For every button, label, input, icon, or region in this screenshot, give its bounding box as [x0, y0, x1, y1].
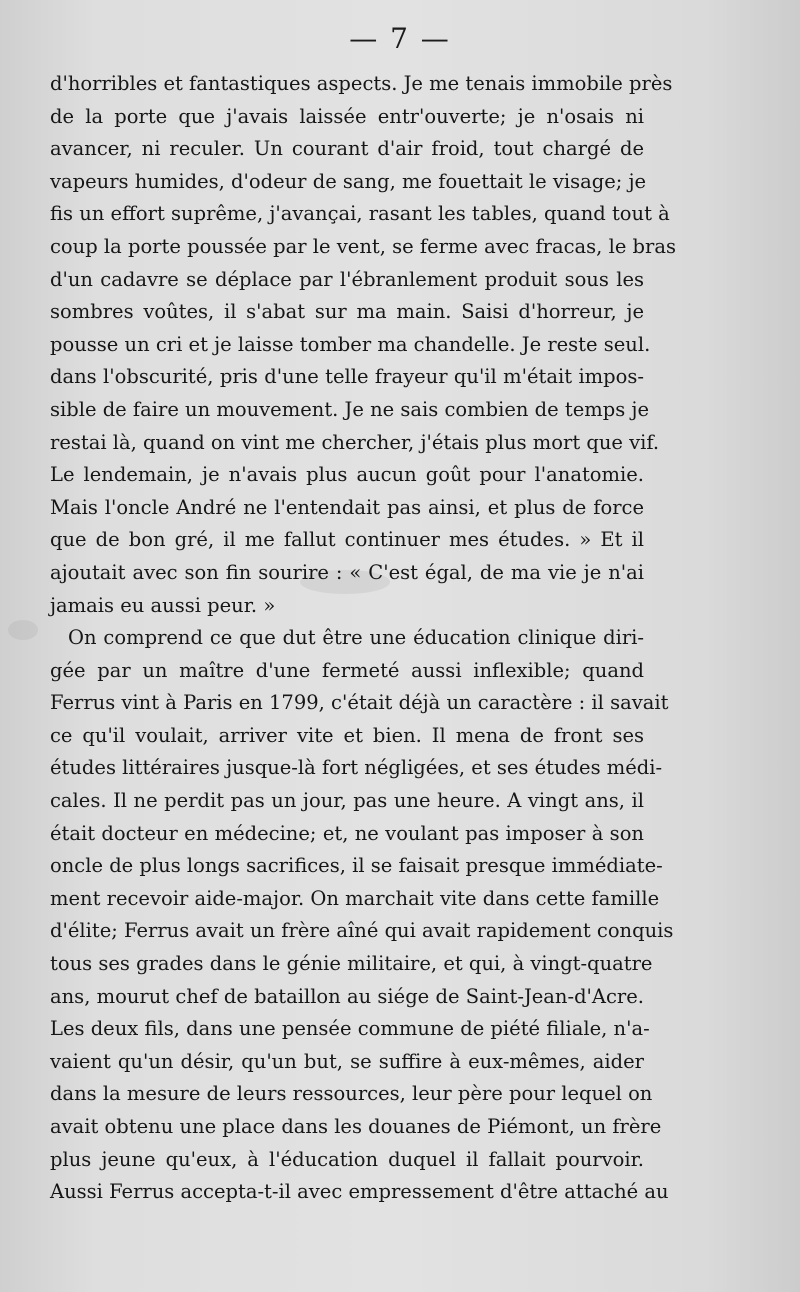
- page-number: — 7 —: [349, 22, 451, 55]
- text-line: Aussi Ferrus accepta-t-il avec empressement d'être attaché au: [50, 1180, 669, 1204]
- text-line: restai là, quand on vint me chercher, j'étais plus mort que vif.: [50, 430, 660, 454]
- text-line: dans la mesure de leurs ressources, leur père pour lequel on: [50, 1082, 653, 1106]
- text-line: sombres voûtes, il s'abat sur ma main. Saisi d'horreur, je: [50, 300, 644, 324]
- text-line: Les deux fils, dans une pensée commune de piété filiale, n'a-: [50, 1017, 650, 1041]
- text-line: avait obtenu une place dans les douanes de Piémont, un frère: [50, 1115, 662, 1138]
- text-line: ajoutait avec son fin sourire : « C'est égal, de ma vie je n'ai: [50, 560, 644, 584]
- text-line: que de bon gré, il me fallut continuer mes études. » Et il: [50, 528, 644, 552]
- text-line: cales. Il ne perdit pas un jour, pas une heure. A vingt ans, il: [50, 789, 644, 813]
- text-line: ce qu'il voulait, arriver vite et bien. Il mena de front ses: [50, 723, 644, 747]
- text-line-paragraph-end: jamais eu aussi peur. »: [50, 593, 276, 617]
- text-line: Mais l'oncle André ne l'entendait pas ainsi, et plus de force: [50, 495, 644, 519]
- text-line: tous ses grades dans le génie militaire, et qui, à vingt-quatre: [50, 952, 653, 976]
- text-line-paragraph-start: On comprend ce que dut être une éducation clinique diri-: [68, 626, 644, 650]
- text-line: oncle de plus longs sacrifices, il se faisait presque immédiate-: [50, 854, 663, 878]
- body-text: [50, 68, 676, 1209]
- text-line: ans, mourut chef de bataillon au siége de Saint-Jean-d'Acre.: [50, 984, 644, 1008]
- paper-stain: [8, 620, 38, 640]
- text-line: Le lendemain, je n'avais plus aucun goût pour l'anatomie.: [50, 463, 644, 487]
- text-line: Ferrus vint à Paris en 1799, c'était déjà un caractère : il savait: [50, 691, 669, 715]
- text-line: dans l'obscurité, pris d'une telle frayeur qu'il m'était impos-: [50, 365, 644, 389]
- text-line: d'élite; Ferrus avait un frère aîné qui avait rapidement conquis: [50, 919, 674, 943]
- text-line: pousse un cri et je laisse tomber ma chandelle. Je reste seul.: [50, 332, 651, 356]
- text-line: de la porte que j'avais laissée entr'ouverte; je n'osais ni: [50, 104, 644, 128]
- text-line: vaient qu'un désir, qu'un but, se suffire à eux-mêmes, aider: [50, 1049, 644, 1073]
- text-line: études littéraires jusque-là fort négligées, et ses études médi-: [50, 756, 663, 780]
- text-line: coup la porte poussée par le vent, se ferme avec fracas, le bras: [50, 234, 676, 258]
- text-line: avancer, ni reculer. Un courant d'air froid, tout chargé de: [50, 137, 644, 161]
- text-line: sible de faire un mouvement. Je ne sais combien de temps je: [50, 397, 650, 421]
- text-line: était docteur en médecine; et, ne voulant pas imposer à son: [50, 821, 644, 845]
- text-line: ment recevoir aide-major. On marchait vite dans cette famille: [50, 886, 660, 910]
- text-line: d'horribles et fantastiques aspects. Je me tenais immobile près: [50, 72, 673, 95]
- text-line: gée par un maître d'une fermeté aussi inflexible; quand: [50, 658, 644, 682]
- text-line: d'un cadavre se déplace par l'ébranlement produit sous les: [50, 267, 644, 291]
- text-line: plus jeune qu'eux, à l'éducation duquel il fallait pourvoir.: [50, 1147, 644, 1171]
- text-line: fis un effort suprême, j'avançai, rasant les tables, quand tout à: [50, 202, 670, 226]
- text-line: vapeurs humides, d'odeur de sang, me fouettait le visage; je: [50, 169, 647, 193]
